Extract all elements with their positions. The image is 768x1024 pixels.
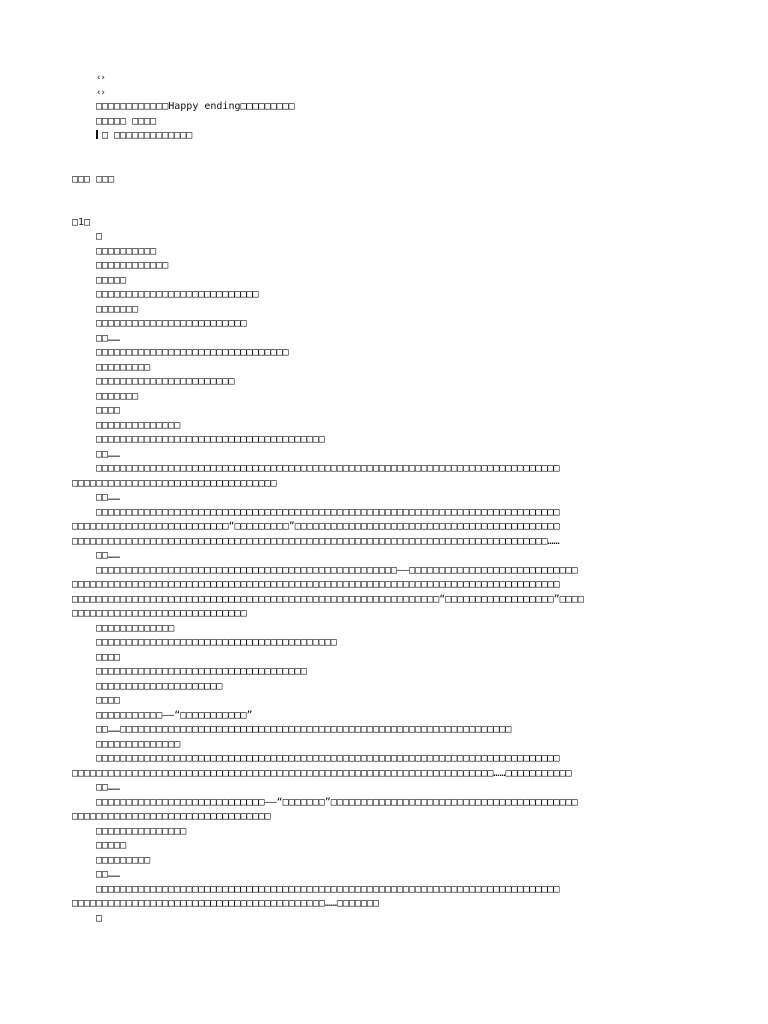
paragraph-line: □□□□□□□□□□□□□□ <box>96 738 181 750</box>
paragraph-line: □□□□□□□□□□□□□□□□□□□□□□□□□□□□——“□□□□□□□”□□□□□□□□□□□□□□□□□□□□□□□□□□□□□□□□□□□□□□□□□ <box>96 796 578 808</box>
paragraph-line: □□…… <box>96 782 121 793</box>
paragraph-line: □□□□□□□□□□□□□□□□□□□□□□□□□□□ <box>96 289 259 300</box>
document-body <box>72 71 698 926</box>
paragraph-line: □□……□□□□□□□□□□□□□□□□□□□□□□□□□□□□□□□□□□□□□□□□□□□□□□□□□□□□□□□□□□□□□□□□□ <box>96 724 512 735</box>
spacer <box>72 187 698 215</box>
paragraph-line: □□□□□□□□□□□□□□□□□□□□□□□□□□□□□□□□□□□□□□□□□□□□□□□□□□□□□□□□□□□□□□□□□□□□□□……□□□□□□□□□□□ <box>72 767 572 779</box>
paragraph-line: □□□□□ <box>96 840 127 851</box>
paragraph-line: □□□□□□□□□□□□□□□□□□□□□□□□□□□□□□□□□□□□□□□□□□□□□□□□□□□□□□□□□□□□□□□□□□□□□□□□□□□□□□□□□ <box>72 579 560 590</box>
paragraph-line: □□□□□□□□□□□□□□ <box>96 419 181 431</box>
paragraph-line: □□□□□□□□□□□□□□□□□□□□□□□□□□□□□□□□□□□□□□□□□□□□□□□□□□□□□□□□□□□□□□□□□□□□□□□□□□□□□□□…… <box>72 535 560 547</box>
paragraph-line: □□□□□□□□□□□□□□□□□□□□□□□□□□□□□□□□□□□□□□□□□□□□□□□□□□——□□□□□□□□□□□□□□□□□□□□□□□□□□□□ <box>96 564 578 576</box>
paragraph-line: □□□□□□□□□□□□□□□□□□□□□□□□□□□□□□□□ <box>96 347 289 358</box>
paragraph-line: □□…… <box>96 869 121 880</box>
spacer <box>72 144 698 173</box>
paragraph-line: □□□□□□□□□□□□□ <box>96 622 175 634</box>
paragraph-line: □□□□□□□□□□□□□□□□□□□□□□□□□□□□□□□□□ <box>72 811 271 822</box>
paragraph-line: □□□□□□□□□□□□□□□□□□□□□□□□□□□□□□□□□□□□□□□□□□□□□□□□□□□□□□□□□□□□□□□□□□□□□□□□□□□□□ <box>96 883 560 895</box>
paragraph-line: □□□□□□□□□□□□□□□□□□□□□□□□□□“□□□□□□□□□”□□□□□□□□□□□□□□□□□□□□□□□□□□□□□□□□□□□□□□□□□□□□ <box>72 521 560 532</box>
chapter-heading: □1□ <box>72 217 91 228</box>
paragraph-line: □ <box>96 912 103 924</box>
paragraph-line: □□□□□□□□□□□□□□□□□□□□□□□□□□□□□□□□□□□□□□□□□□……□□□□□□□ <box>72 898 380 909</box>
paragraph-line: □□□□□□□□□ <box>96 854 151 866</box>
book-title: □□□□□□□□□□□□Happy ending□□□□□□□□□ <box>96 101 295 112</box>
paragraph-line: □□□□□□□□□□□□□□□□□□□□□□□□□□□□□□□□□□□□□□□□□□□□□□□□□□□□□□□□□□□□□□□□□□□□□□□□□□□□□ <box>96 753 560 764</box>
paragraph-line: □□□□□□□□□□□□□□□□□□□□□□□□□ <box>96 318 247 329</box>
paragraph-line: □□…… <box>96 550 121 561</box>
paragraph-line: □□□□□□□□□□□——“□□□□□□□□□□□” <box>96 709 253 721</box>
paragraph-line: □□□□□□□□□□□□□□□□□□□□□ <box>96 680 223 692</box>
paragraph-line: □□□□□□□□□□□□□□□□□□□□□□□□□□□□□ <box>72 608 247 619</box>
paragraph-line: □□□□ <box>96 405 121 416</box>
paragraph-line: □□□□□□□□□□ <box>96 245 157 257</box>
paragraph-line: □□…… <box>96 492 121 503</box>
paragraph-line: □□□□□□□ <box>96 390 139 402</box>
paragraph-line: □□□□□□□□□□□□□□□□□□□□□□□□□□□□□□□□□□□□□□□□□□□□□□□□□□□□□□□□□□□□□□□□□□□□□□□□□□□□□ <box>96 463 560 474</box>
paragraph-line: □ <box>96 231 103 242</box>
section-title: □□□ □□□ <box>72 173 115 185</box>
author-text: □ □□□□□□□□□□□□□ <box>102 130 193 141</box>
paragraph-line: □□…… <box>96 448 121 460</box>
paragraph-line: □□□□□□□□□□□□□□□□□□□□□□□□□□□□□□□□□□□□□□□□ <box>96 637 337 648</box>
paragraph-line: □□□□□□□□□ <box>96 361 151 373</box>
paragraph-line: □□□□□□□□□□□□□□□□□□□□□□□□□□□□□□□□□□ <box>72 477 277 489</box>
paragraph-line: □□□□ <box>96 695 121 706</box>
chapter-body <box>72 230 698 926</box>
paragraph-line: □□□□□□□□□□□□□□□ <box>96 825 187 837</box>
text-cursor <box>96 130 98 139</box>
paragraph-line: □□□□ <box>96 651 121 663</box>
paragraph-line: □□□□□□□□□□□□□□□□□□□□□□□□□□□□□□□□□□□□□□□□□□□□□□□□□□□□□□□□□□□□□“□□□□□□□□□□□□□□□□□□”□□□□ <box>72 593 584 605</box>
header-mark: ‹› <box>96 87 105 98</box>
paragraph-line: □□□□□□□□□□□□□□□□□□□□□□□□□□□□□□□□□□□ <box>96 666 307 677</box>
paragraph-line: □□…… <box>96 332 121 344</box>
header-mark: ‹› <box>96 73 105 83</box>
paragraph-line: □□□□□□□ <box>96 303 139 315</box>
author-line <box>72 129 698 144</box>
paragraph-line: □□□□□ <box>96 274 127 286</box>
paragraph-line: □□□□□□□□□□□□□□□□□□□□□□□□□□□□□□□□□□□□□□□□□□□□□□□□□□□□□□□□□□□□□□□□□□□□□□□□□□□□□ <box>96 506 560 518</box>
paragraph-line: □□□□□□□□□□□□□□□□□□□□□□□ <box>96 376 235 387</box>
paragraph-line: □□□□□□□□□□□□ <box>96 260 169 271</box>
paragraph-line: □□□□□□□□□□□□□□□□□□□□□□□□□□□□□□□□□□□□□□ <box>96 434 325 445</box>
book-subtitle: □□□□□ □□□□ <box>96 115 157 127</box>
